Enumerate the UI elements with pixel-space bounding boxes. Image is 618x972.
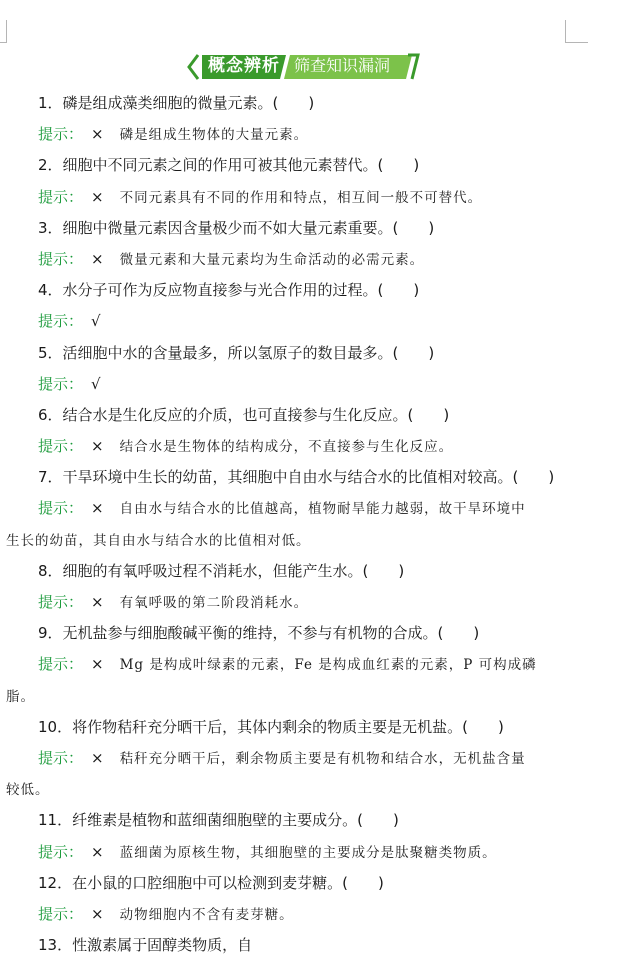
answer-7-continued: 生长的幼苗，其自由水与结合水的比值相对低。 xyxy=(6,532,311,549)
answer-10: 提示： × 秸秆充分晒干后，剩余物质主要是有机物和结合水，无机盐含量 xyxy=(38,748,526,767)
answer-9-continued: 脂。 xyxy=(6,688,35,705)
section-banner xyxy=(186,52,422,82)
question-12: 12．在小鼠的口腔细胞中可以检测到麦芽糖。( ) xyxy=(38,873,384,892)
question-7: 7．干旱环境中生长的幼苗，其细胞中自由水与结合水的比值相对较高。( ) xyxy=(38,468,555,487)
answer-4: 提示： √ xyxy=(38,312,101,331)
answer-11: 提示： × 蓝细菌为原核生物，其细胞壁的主要成分是肽聚糖类物质。 xyxy=(38,842,497,861)
question-6: 6．结合水是生化反应的介质，也可直接参与生化反应。( ) xyxy=(38,405,450,424)
answer-6: 提示： × 结合水是生物体的结构成分，不直接参与生化反应。 xyxy=(38,437,454,456)
answer-2: 提示： × 不同元素具有不同的作用和特点，相互间一般不可替代。 xyxy=(38,187,483,206)
question-13: 13．性激素属于固醇类物质，自 xyxy=(38,936,253,955)
question-5: 5．活细胞中水的含量最多，所以氢原子的数目最多。( ) xyxy=(38,343,435,362)
question-10: 10．将作物秸秆充分晒干后，其体内剩余的物质主要是无机盐。( ) xyxy=(38,717,504,736)
question-3: 3．细胞中微量元素因含量极少而不如大量元素重要。( ) xyxy=(38,218,435,237)
answer-10-continued: 较低。 xyxy=(6,782,50,799)
answer-8: 提示： × 有氧呼吸的第二阶段消耗水。 xyxy=(38,593,309,611)
question-1: 1．磷是组成藻类细胞的微量元素。( ) xyxy=(38,94,315,112)
answer-12: 提示： × 动物细胞内不含有麦芽糖。 xyxy=(38,904,294,923)
answer-3: 提示： × 微量元素和大量元素均为生命活动的必需元素。 xyxy=(38,249,425,268)
banner-title: 概念辨析 xyxy=(208,56,280,76)
answer-1: 提示： × 磷是组成生物体的大量元素。 xyxy=(38,125,309,144)
page-corner-mark-left xyxy=(0,20,7,43)
answer-7: 提示： × 自由水与结合水的比值越高，植物耐旱能力越弱，故干旱环境中 xyxy=(38,499,526,518)
question-list xyxy=(0,88,618,961)
question-8: 8．细胞的有氧呼吸过程不消耗水，但能产生水。( ) xyxy=(38,561,405,580)
question-11: 11．纤维素是植物和蓝细菌细胞壁的主要成分。( ) xyxy=(38,811,399,830)
page-corner-mark-right xyxy=(565,20,588,43)
question-2: 2．细胞中不同元素之间的作用可被其他元素替代。( ) xyxy=(38,156,420,175)
question-9: 9．无机盐参与细胞酸碱平衡的维持，不参与有机物的合成。( ) xyxy=(38,624,480,643)
answer-5: 提示： √ xyxy=(38,374,101,393)
question-4: 4．水分子可作为反应物直接参与光合作用的过程。( ) xyxy=(38,281,420,300)
banner-subtitle: 筛查知识漏洞 xyxy=(294,56,391,75)
answer-9: 提示： × Mg 是构成叶绿素的元素，Fe 是构成血红素的元素，P 可构成磷 xyxy=(38,655,537,674)
